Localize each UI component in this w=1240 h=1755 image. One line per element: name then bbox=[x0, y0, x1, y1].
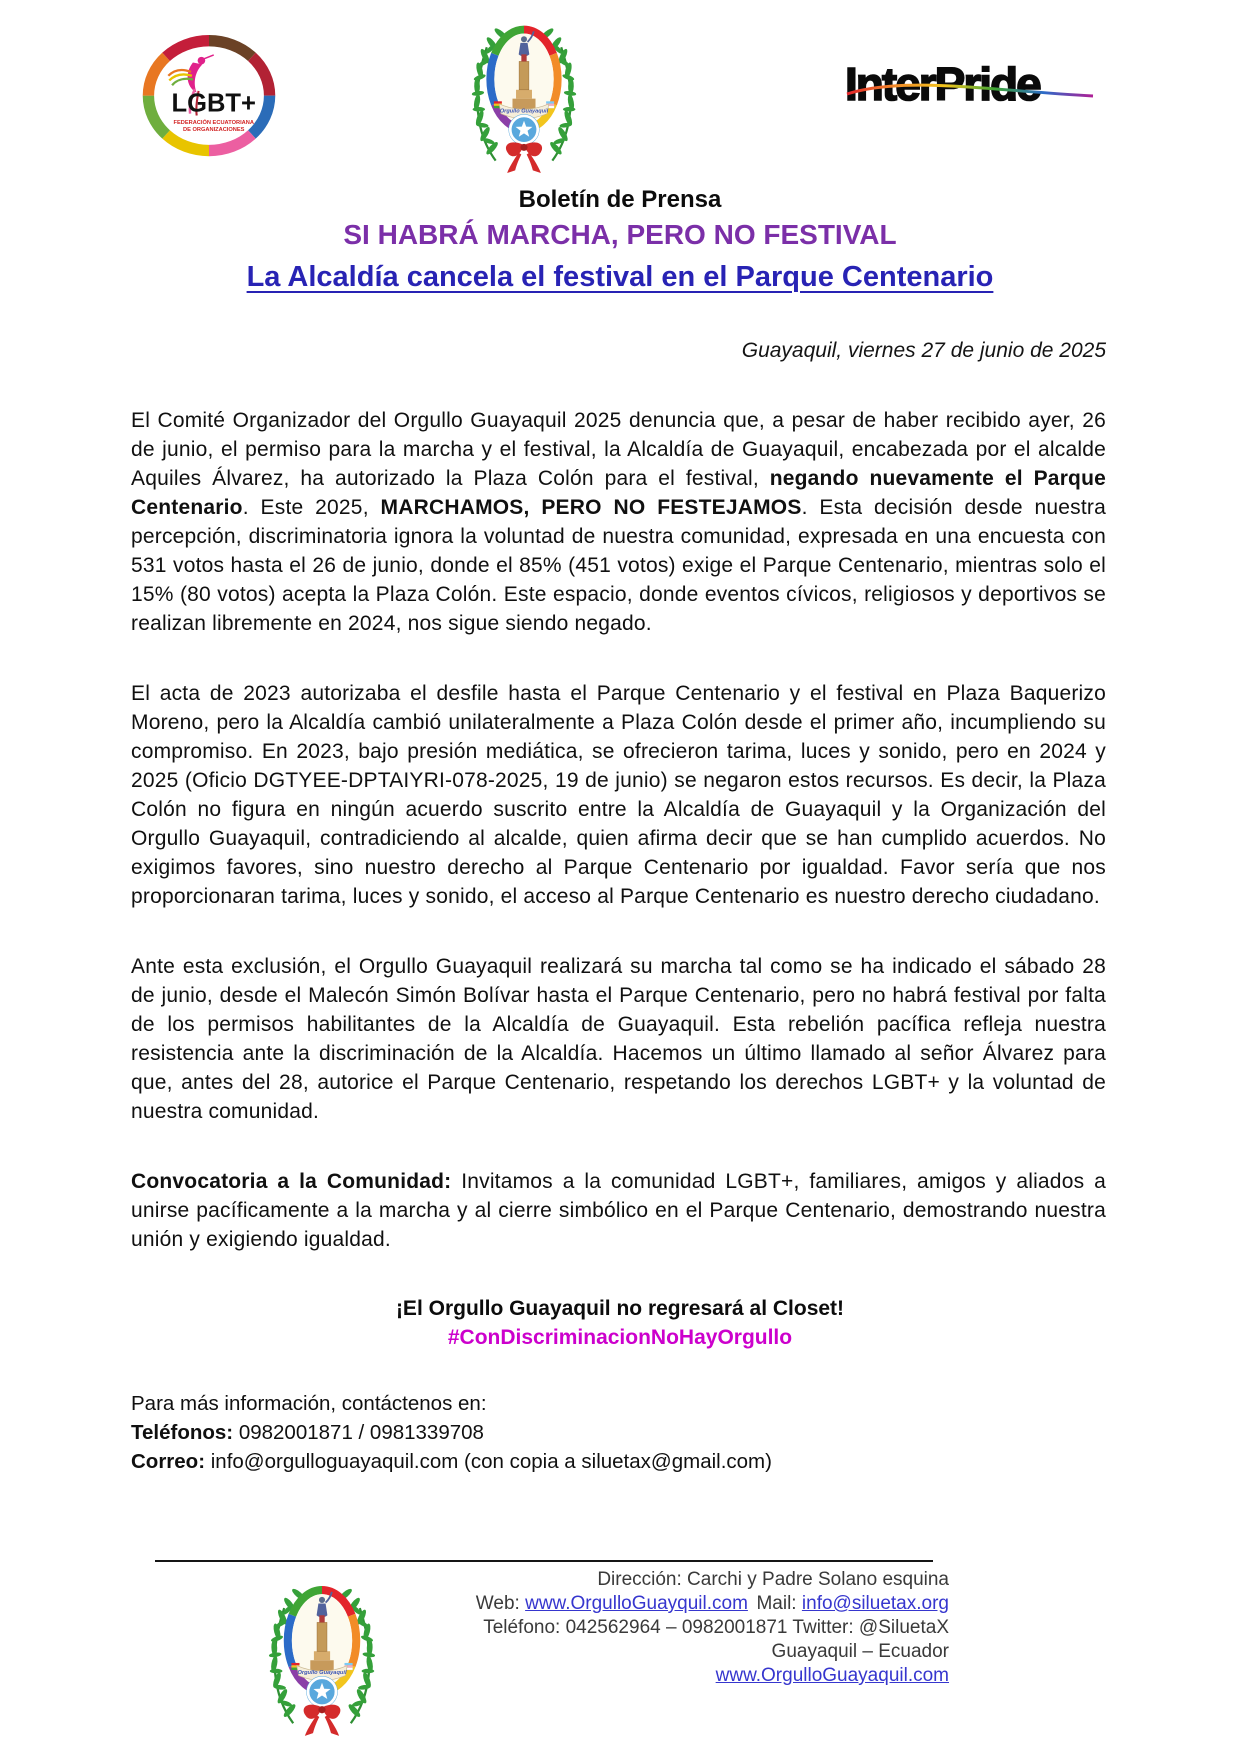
footer-mail-label: Mail: bbox=[756, 1593, 797, 1614]
contact-intro: Para más información, contáctenos en: bbox=[131, 1392, 487, 1415]
body-paragraph-3: Ante esta exclusión, el Orgullo Guayaquil realizará su marcha tal como se ha indicado el sábado 28 de junio, desde el Malecón Simón Bolívar hasta el Parque Centenario, pero no habrá festival por falta de los permisos habilitantes de la Alcaldía de Guayaquil. Esta rebelión pacífica refleja nuestra resistencia ante la discriminación de la Alcaldía. Hacemos un último llamado al señor Álvarez para que, antes del 28, autorice el Parque Centenario, respetando los derechos LGBT+ y la voluntad de nuestra comunidad. bbox=[131, 955, 1106, 1123]
contact-block bbox=[131, 1389, 1106, 1476]
document-kicker: Boletín de Prensa bbox=[518, 186, 722, 213]
lgbt-logo-wordmark: LGBT+ bbox=[171, 89, 256, 118]
slogan: ¡El Orgullo Guayaquil no regresará al Closet! bbox=[395, 1297, 845, 1320]
hashtag: #ConDiscriminacionNoHayOrgullo bbox=[447, 1326, 793, 1349]
contact-email: Correo: info@orgulloguayaquil.com (con copia a siluetax@gmail.com) bbox=[131, 1450, 772, 1473]
footer bbox=[0, 1556, 1240, 1755]
footer-address: Dirección: Carchi y Padre Solano esquina bbox=[597, 1569, 949, 1590]
subheadline: La Alcaldía cancela el festival en el Parque Centenario bbox=[246, 261, 994, 293]
body-paragraph-4: Convocatoria a la Comunidad: Invitamos a la comunidad LGBT+, familiares, amigos y aliados a unirse pacíficamente a la marcha y al cierre simbólico en el Parque Centenario, demostrando nuestra unión y exigiendo igualdad. bbox=[131, 1170, 1106, 1251]
footer-divider bbox=[155, 1560, 933, 1562]
lgbt-logo-caption-2: DE ORGANIZACIONES bbox=[183, 127, 245, 134]
contact-phones: Teléfonos: 0982001871 / 0981339708 bbox=[131, 1421, 484, 1444]
footer-mail-link[interactable]: info@siluetax.org bbox=[801, 1593, 949, 1614]
headline: SI HABRÁ MARCHA, PERO NO FESTIVAL bbox=[343, 219, 897, 250]
orgullo-guayaquil-footer-logo bbox=[259, 1570, 385, 1737]
footer-web-label: Web: bbox=[475, 1593, 520, 1614]
interpride-wordmark: InterPride bbox=[845, 58, 1040, 110]
footer-location: Guayaquil – Ecuador bbox=[771, 1641, 949, 1662]
footer-web-mail-line bbox=[476, 1592, 949, 1616]
lgbt-logo-caption-1: FEDERACIÓN ECUATORIANA bbox=[173, 120, 254, 127]
body-text bbox=[131, 406, 1106, 1254]
lgbt-federation-logo bbox=[138, 34, 280, 162]
footer-contact-info bbox=[476, 1568, 949, 1688]
footer-web-link[interactable]: www.OrgulloGuayquil.com bbox=[525, 1593, 748, 1614]
footer-site-link[interactable]: www.OrgulloGuayaquil.com bbox=[715, 1665, 949, 1686]
body-paragraph-2: El acta de 2023 autorizaba el desfile hasta el Parque Centenario y el festival en Plaza Baquerizo Moreno, pero la Alcaldía cambió unilateralmente a Plaza Colón desde el primer año, incumpliendo su compromiso. En 2023, bajo presión mediática, se ofrecieron tarima, luces y sonido, pero en 2024 y 2025 (Oficio DGTYEE-DPTAIYRI-078-2025, 19 de junio) se negaron estos recursos. Es decir, la Plaza Colón no figura en ningún acuerdo suscrito entre la Alcaldía de Guayaquil y la Organización del Orgullo Guayaquil, contradiciendo al alcalde, quien afirma decir que se han cumplido acuerdos. No exigimos favores, sino nuestro derecho al Parque Centenario por igualdad. Favor sería que nos proporcionaran tarima, luces y sonido, el acceso al Parque Centenario es nuestro derecho ciudadano. bbox=[131, 682, 1106, 908]
footer-phone-twitter: Teléfono: 042562964 – 0982001871 Twitter: @SiluetaX bbox=[483, 1617, 949, 1638]
dateline: Guayaquil, viernes 27 de junio de 2025 bbox=[741, 339, 1106, 362]
orgullo-guayaquil-logo bbox=[462, 10, 586, 174]
body-paragraph-1: El Comité Organizador del Orgullo Guayaquil 2025 denuncia que, a pesar de haber recibido ayer, 26 de junio, el permiso para la marcha y el festival, la Alcaldía de Guayaquil, encabezada por el alcalde Aquiles Álvarez, ha autorizado la Plaza Colón para el festival, negando nuevamente el Parque Centenario. Este 2025, MARCHAMOS, PERO NO FESTEJAMOS. Esta decisión desde nuestra percepción, discriminatoria ignora la voluntad de nuestra comunidad, expresada en una encuesta con 531 votos hasta el 26 de junio, donde el 85% (451 votos) exige el Parque Centenario, mientras solo el 15% (80 votos) acepta la Plaza Colón. Este espacio, donde eventos cívicos, religiosos y deportivos se realizan libremente en 2024, nos sigue siendo negado. bbox=[131, 409, 1106, 635]
header bbox=[0, 0, 1240, 176]
interpride-logo bbox=[845, 56, 1165, 112]
